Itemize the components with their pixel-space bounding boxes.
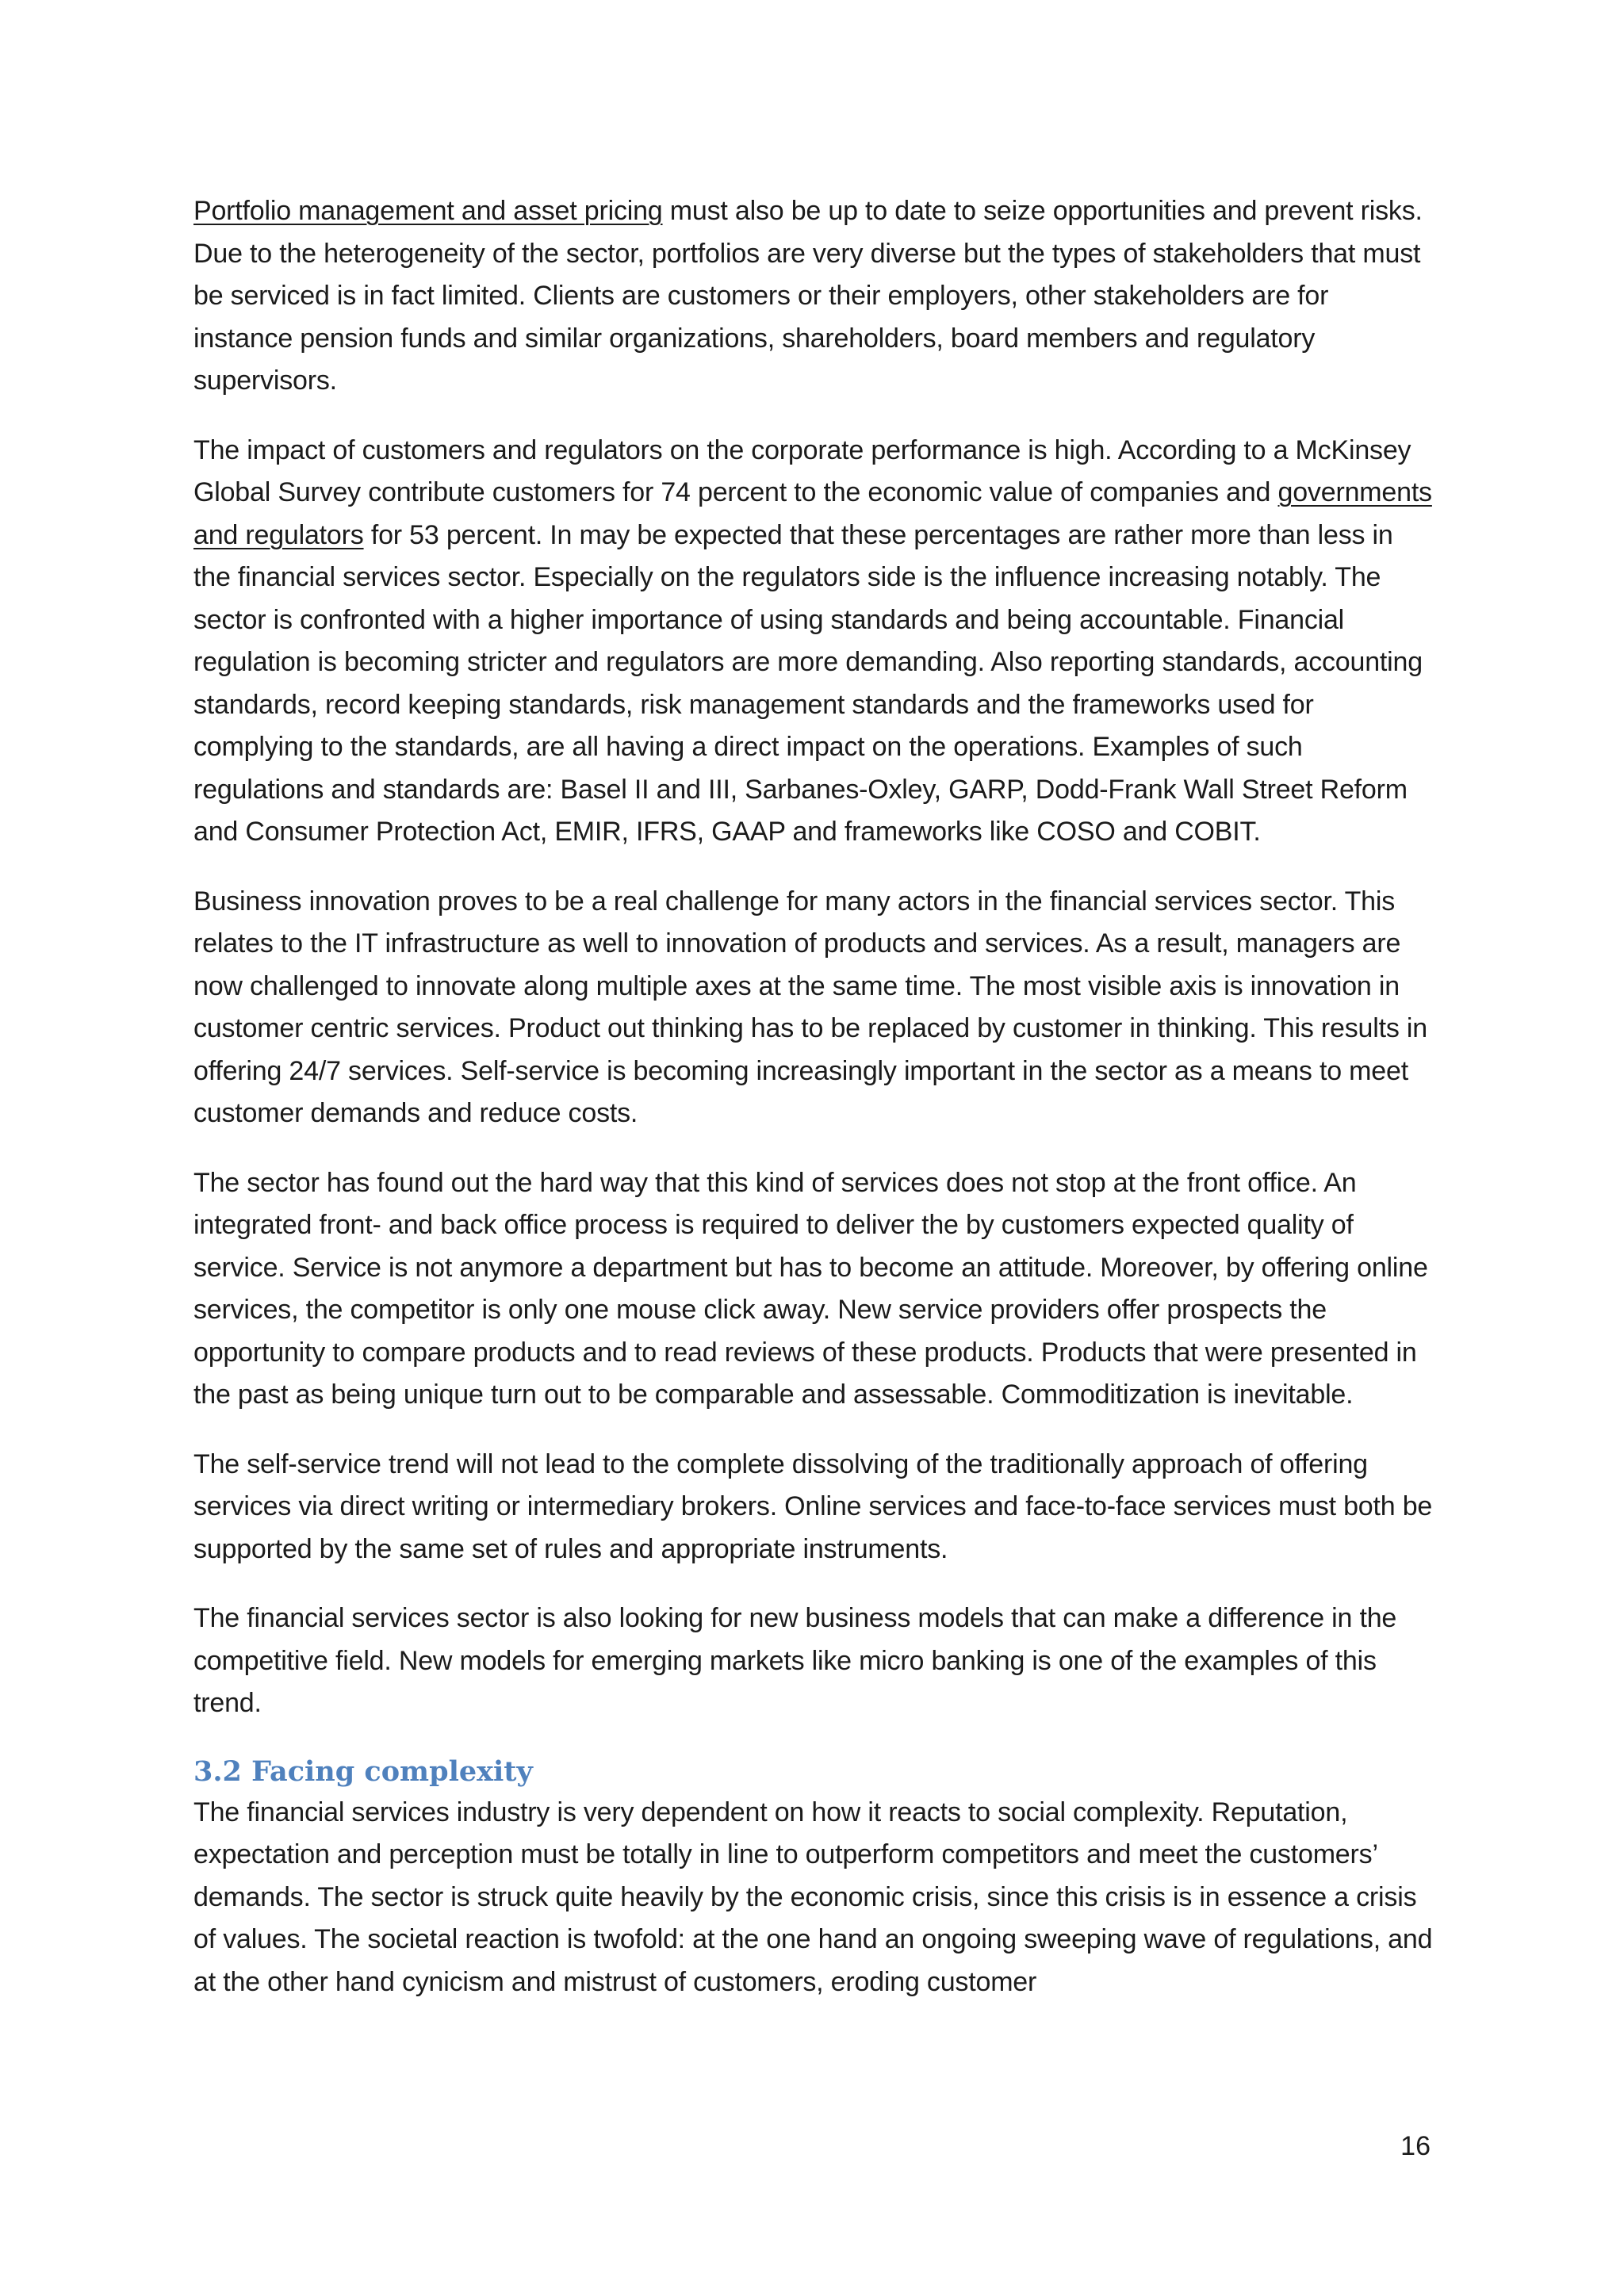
link-portfolio-management[interactable]: Portfolio management and asset pricing (193, 196, 663, 226)
paragraph-self-service: The self-service trend will not lead to the complete dissolving of the traditionally approach of offering services via direct writing or intermediary brokers. Online services and face-to-face services must both be supported by the same set of rules and appropriate instruments. (193, 1448, 1433, 1564)
paragraph-text: must also be up to date to seize opportunities and prevent risks. Due to the heterogeneity of the sector, portfolios are very diverse but the types of stakeholders that must be serviced is in fact limited. Clients are customers or their employers, other stakeholders are for instance pension funds and similar organizations, shareholders, board members and regulatory supervisors. (193, 196, 1423, 396)
paragraph-business-innovation: Business innovation proves to be a real challenge for many actors in the financial services sector. This relates to the IT infrastructure as well to innovation of products and services. As a result, managers are now challenged to innovate along multiple axes at the same time. The most visible axis is innovation in customer centric services. Product out thinking has to be replaced by customer in thinking. This results in offering 24/7 services. Self-service is becoming increasingly important in the sector as a means to meet customer demands and reduce costs. (193, 886, 1427, 1128)
section-heading: 3.2 Facing complexity (193, 1755, 533, 1788)
paragraph-text: The impact of customers and regulators on the corporate performance is high. According to a McKinsey Global Survey contribute customers for 74 percent to the economic value of companies and (193, 434, 1411, 507)
paragraph-customers-regulators (193, 430, 1434, 854)
paragraph-text: for 53 percent. In may be expected that these percentages are rather more than less in the financial services sector. Especially on the regulators side is the influence increasing notably. The sector is confronted with a higher importance of using standards and being accountable. Financial regulation is becoming stricter and regulators are more demanding. Also reporting standards, accounting standards, record keeping standards, risk management standards and the frameworks used for complying to the standards, are all having a direct impact on the operations. Examples of such regulations and standards are: Basel II and III, Sarbanes-Oxley, GARP, Dodd-Frank Wall Street Reform and Consumer Protection Act, EMIR, IFRS, GAAP and frameworks like COSO and COBIT. (193, 519, 1423, 847)
link-governments-regulators[interactable]: governments and regulators (193, 477, 1432, 550)
paragraph-front-office: The sector has found out the hard way that this kind of services does not stop at the front office. An integrated front- and back office process is required to deliver the by customers expected quality of service. Service is not anymore a department but has to become an attitude. Moreover, by offering online services, the competitor is only one mouse click away. New service providers offer prospects the opportunity to compare products and to read reviews of these products. Products that were presented in the past as being unique turn out to be comparable and assessable. Commoditization is inevitable. (193, 1167, 1428, 1410)
paragraph-business-models: The financial services sector is also looking for new business models that can make a difference in the competitive field. New models for emerging markets like micro banking is one of the examples of this trend. (193, 1603, 1397, 1718)
paragraph-social-complexity: The financial services industry is very dependent on how it reacts to social complexity. Reputation, expectation and perception must be totally in line to outperform competitors and meet the customers’ demands. The sector is struck quite heavily by the economic crisis, since this crisis is in essence a crisis of values. The societal reaction is twofold: at the one hand an ongoing sweeping wave of regulations, and at the other hand cynicism and mistrust of customers, eroding customer (193, 1797, 1433, 1997)
paragraph-portfolio-management (193, 190, 1434, 403)
page-number: 16 (1400, 2131, 1431, 2161)
document-body (193, 190, 1434, 2030)
